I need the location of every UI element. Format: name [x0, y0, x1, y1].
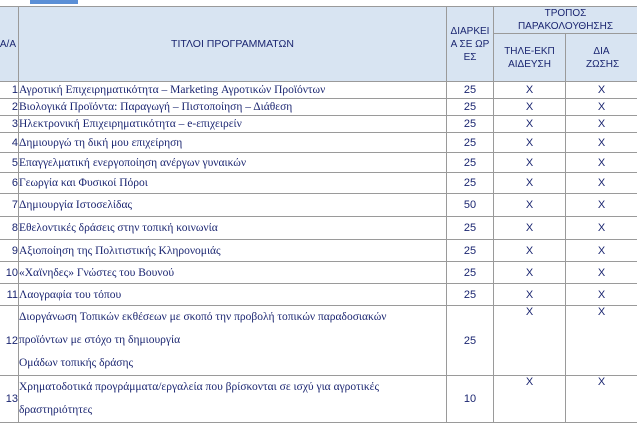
program-hours: 25 [447, 306, 494, 376]
program-hours: 50 [447, 194, 494, 217]
program-title: Λαογραφία του τόπου [19, 284, 447, 306]
table-row [0, 82, 637, 99]
mode-tele-mark: X [494, 376, 566, 423]
table-row [0, 116, 637, 133]
mode-live-mark: X [566, 82, 637, 99]
mode-tele-mark: X [494, 82, 566, 99]
program-title: Δημιουργώ τη δική μου επιχείρηση [19, 133, 447, 153]
program-hours: 25 [447, 173, 494, 194]
table-row [0, 376, 637, 423]
program-hours: 25 [447, 133, 494, 153]
program-title: «Χαϊνηδες» Γνώστες του Βουνού [19, 262, 447, 284]
row-number: 9 [0, 240, 19, 262]
mode-live-mark: X [566, 306, 637, 376]
row-number: 5 [0, 153, 19, 173]
mode-tele-mark: X [494, 194, 566, 217]
row-number: 7 [0, 194, 19, 217]
header-duration: ΔΙΑΡΚΕΙΑ ΣΕ ΩΡΕΣ [447, 7, 494, 82]
table-row [0, 173, 637, 194]
mode-tele-mark: X [494, 99, 566, 116]
table-row [0, 240, 637, 262]
program-title [19, 376, 447, 423]
program-hours: 25 [447, 116, 494, 133]
program-title: Αγροτική Επιχειρηματικότητα – Marketing Αγροτικών Προϊόντων [19, 82, 447, 99]
program-hours: 25 [447, 99, 494, 116]
header-titles: ΤΙΤΛΟΙ ΠΡΟΓΡΑΜΜΑΤΩΝ [19, 7, 447, 82]
header-mode: ΤΡΟΠΟΣ ΠΑΡΑΚΟΛΟΥΘΗΣΗΣ [494, 7, 637, 34]
mode-live-mark: X [566, 262, 637, 284]
row-number: 4 [0, 133, 19, 153]
program-title-line: δραστηριότητες [19, 404, 93, 416]
header-tele: ΤΗΛΕ-ΕΚΠΑΙΔΕΥΣΗ [494, 34, 566, 82]
program-hours: 25 [447, 82, 494, 99]
mode-tele-mark: X [494, 306, 566, 376]
program-title: Εθελοντικές δράσεις στην τοπική κοινωνία [19, 217, 447, 240]
mode-live-mark: X [566, 99, 637, 116]
program-title-line: Ομάδων τοπικής δράσης [19, 357, 134, 369]
row-number: 13 [0, 376, 19, 423]
mode-tele-mark: X [494, 173, 566, 194]
table-row [0, 262, 637, 284]
mode-tele-mark: X [494, 217, 566, 240]
mode-tele-mark: X [494, 116, 566, 133]
mode-live-mark: X [566, 116, 637, 133]
program-title-line: προϊόντων με στόχο τη δημιουργία [19, 334, 181, 346]
program-title: Γεωργία και Φυσικοί Πόροι [19, 173, 447, 194]
table-row [0, 306, 637, 376]
program-title-line: Χρηματοδοτικά προγράμματα/εργαλεία που βρίσκονται σε ισχύ για αγροτικές [19, 381, 380, 393]
row-number: 6 [0, 173, 19, 194]
mode-tele-mark: X [494, 262, 566, 284]
program-hours: 25 [447, 262, 494, 284]
mode-tele-mark: X [494, 284, 566, 306]
program-title: Ηλεκτρονική Επιχειρηματικότητα – e-επιχειρείν [19, 116, 447, 133]
program-hours: 25 [447, 240, 494, 262]
row-number: 2 [0, 99, 19, 116]
header-live: ΔΙΑ ΖΩΣΗΣ [566, 34, 637, 82]
program-hours: 10 [447, 376, 494, 423]
top-accent-bar [30, 0, 78, 4]
mode-tele-mark: X [494, 153, 566, 173]
program-title: Βιολογικά Προϊόντα: Παραγωγή – Πιστοποίηση – Διάθεση [19, 99, 447, 116]
mode-live-mark: X [566, 217, 637, 240]
row-number: 8 [0, 217, 19, 240]
table-row [0, 99, 637, 116]
program-hours: 25 [447, 217, 494, 240]
mode-tele-mark: X [494, 133, 566, 153]
table-row [0, 284, 637, 306]
program-title [19, 306, 447, 376]
programs-table [0, 6, 637, 423]
program-title: Αξιοποίηση της Πολιτιστικής Κληρονομιάς [19, 240, 447, 262]
program-title: Επαγγελματική ενεργοποίηση ανέργων γυναικών [19, 153, 447, 173]
mode-live-mark: X [566, 240, 637, 262]
mode-live-mark: X [566, 284, 637, 306]
row-number: 1 [0, 82, 19, 99]
program-hours: 25 [447, 153, 494, 173]
program-hours: 25 [447, 284, 494, 306]
mode-live-mark: X [566, 173, 637, 194]
header-aa: Α/Α [0, 7, 19, 82]
row-number: 12 [0, 306, 19, 376]
row-number: 11 [0, 284, 19, 306]
mode-live-mark: X [566, 133, 637, 153]
row-number: 3 [0, 116, 19, 133]
table-row [0, 133, 637, 153]
mode-live-mark: X [566, 376, 637, 423]
mode-tele-mark: X [494, 240, 566, 262]
row-number: 10 [0, 262, 19, 284]
mode-live-mark: X [566, 153, 637, 173]
mode-live-mark: X [566, 194, 637, 217]
program-title-line: Διοργάνωση Τοπικών εκθέσεων με σκοπό την προβολή τοπικών παραδοσιακών [19, 311, 387, 323]
program-title: Δημιουργία Ιστοσελίδας [19, 194, 447, 217]
table-row [0, 194, 637, 217]
table-row [0, 217, 637, 240]
table-row [0, 153, 637, 173]
